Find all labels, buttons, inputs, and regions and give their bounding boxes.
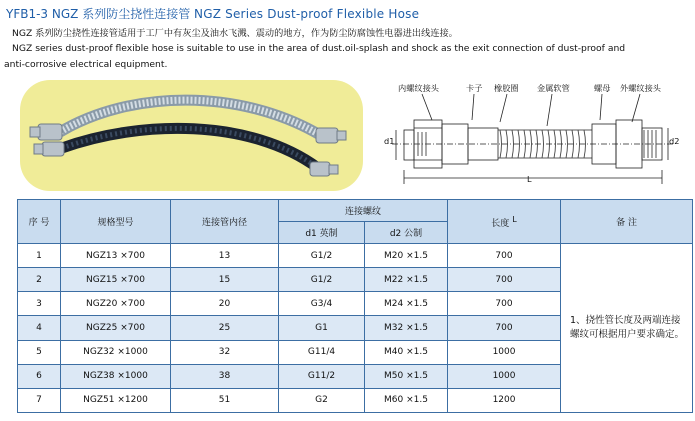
description-en-line2: anti-corrosive electrical equipment. <box>4 59 168 70</box>
cell-model: NGZ13 ×700 <box>61 244 171 268</box>
cell-model: NGZ51 ×1200 <box>61 388 171 412</box>
cell-model: NGZ25 ×700 <box>61 316 171 340</box>
header-model: 规格型号 <box>61 200 171 244</box>
cell-remark: 1、挠性管长度及两端连接螺纹可根据用户要求确定。 <box>561 244 693 413</box>
header-d2: d2 公制 <box>365 222 448 244</box>
cell-length: 700 <box>448 316 561 340</box>
header-length-text: 长度 <box>491 218 510 229</box>
title-en: NGZ Series Dust-proof Flexible Hose <box>194 7 420 21</box>
cell-model: NGZ32 ×1000 <box>61 340 171 364</box>
cell-d2: M40 ×1.5 <box>365 340 448 364</box>
header-remark: 备 注 <box>561 200 693 244</box>
cell-no: 1 <box>18 244 61 268</box>
cell-model: NGZ15 ×700 <box>61 268 171 292</box>
label-rubber-ring: 橡胶圈 <box>494 83 519 93</box>
cell-d2: M50 ×1.5 <box>365 364 448 388</box>
cell-length: 700 <box>448 268 561 292</box>
table-row <box>18 244 693 268</box>
cell-no: 3 <box>18 292 61 316</box>
cell-d1: G11/2 <box>279 364 365 388</box>
cell-d2: M20 ×1.5 <box>365 244 448 268</box>
cell-model: NGZ20 ×700 <box>61 292 171 316</box>
cell-length: 700 <box>448 292 561 316</box>
cell-d1: G1 <box>279 316 365 340</box>
cell-d1: G11/4 <box>279 340 365 364</box>
label-nut: 螺母 <box>594 83 611 93</box>
label-d1: d1 <box>384 136 395 146</box>
cell-d1: G1/2 <box>279 268 365 292</box>
label-outer-thread: 外螺纹接头 <box>620 83 661 93</box>
header-length <box>448 200 561 244</box>
cell-no: 6 <box>18 364 61 388</box>
product-photo <box>20 80 363 191</box>
cell-d1: G2 <box>279 388 365 412</box>
label-card: 卡子 <box>466 83 483 93</box>
cell-d2: M24 ×1.5 <box>365 292 448 316</box>
cell-d2: M32 ×1.5 <box>365 316 448 340</box>
spec-table <box>17 199 693 413</box>
cell-inner-dia: 15 <box>171 268 279 292</box>
label-metal-hose: 金属软管 <box>537 83 570 93</box>
cell-d2: M22 ×1.5 <box>365 268 448 292</box>
label-d2: d2 <box>669 136 680 146</box>
label-L: L <box>527 174 532 184</box>
hose-illustration <box>20 80 363 191</box>
label-inner-thread: 内螺纹接头 <box>398 83 439 93</box>
cell-no: 5 <box>18 340 61 364</box>
cell-d2: M60 ×1.5 <box>365 388 448 412</box>
header-d1: d1 英制 <box>279 222 365 244</box>
cell-d1: G1/2 <box>279 244 365 268</box>
header-length-unit: L <box>512 214 517 224</box>
cell-length: 1000 <box>448 364 561 388</box>
header-no: 序 号 <box>18 200 61 244</box>
cell-model: NGZ38 ×1000 <box>61 364 171 388</box>
cell-inner-dia: 32 <box>171 340 279 364</box>
cell-length: 700 <box>448 244 561 268</box>
description-cn: NGZ 系列防尘挠性连接管适用于工厂中有灰尘及油水飞溅、震动的地方，作为防尘防腐蚀性电器进出线连接。 <box>12 28 458 39</box>
page-title <box>6 5 419 22</box>
model-code: YFB1-3 NGZ <box>6 7 79 21</box>
cell-no: 7 <box>18 388 61 412</box>
cell-length: 1200 <box>448 388 561 412</box>
description-en-line1: NGZ series dust-proof flexible hose is suitable to use in the area of dust.oil-splash and shock as the exit connection of dust-proof and <box>12 43 626 54</box>
cell-no: 4 <box>18 316 61 340</box>
cell-inner-dia: 38 <box>171 364 279 388</box>
cell-inner-dia: 25 <box>171 316 279 340</box>
header-thread: 连接螺纹 <box>279 200 448 222</box>
technical-drawing <box>382 78 682 198</box>
cell-length: 1000 <box>448 340 561 364</box>
cell-inner-dia: 51 <box>171 388 279 412</box>
cell-inner-dia: 20 <box>171 292 279 316</box>
cell-inner-dia: 13 <box>171 244 279 268</box>
cell-d1: G3/4 <box>279 292 365 316</box>
cell-no: 2 <box>18 268 61 292</box>
hose-section-drawing <box>382 78 682 198</box>
title-cn: 系列防尘挠性连接管 <box>82 7 191 21</box>
header-inner-dia: 连接管内径 <box>171 200 279 244</box>
